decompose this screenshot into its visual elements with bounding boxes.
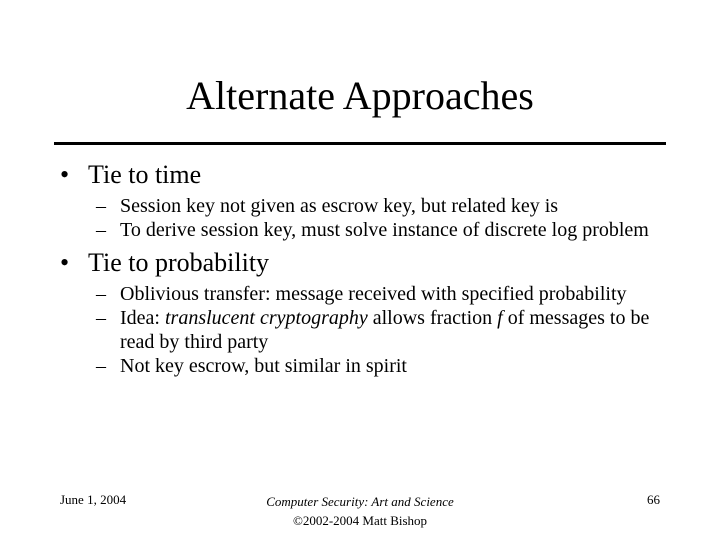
sub-bullet xyxy=(60,218,680,242)
sub-bullet-text: Session key not given as escrow key, but related key is xyxy=(120,195,559,217)
bullet-text: Tie to probability xyxy=(88,248,270,277)
footer-copyright: ©2002-2004 Matt Bishop xyxy=(292,513,428,528)
dash-icon: – xyxy=(96,195,106,217)
sub-bullet-text: To derive session key, must solve instance of discrete log problem xyxy=(120,219,649,241)
sub-bullet-middle: allows fraction xyxy=(367,307,498,329)
title-divider xyxy=(54,142,666,145)
footer-book-title: Computer Security: Art and Science xyxy=(266,494,454,509)
sub-bullet-prefix: Idea: xyxy=(120,307,165,329)
sub-bullet xyxy=(60,194,680,218)
bullet-text: Tie to time xyxy=(88,160,202,189)
bullet-tie-to-time xyxy=(60,160,680,190)
sub-bullet-text: Not key escrow, but similar in spirit xyxy=(120,355,407,377)
sub-bullet xyxy=(60,282,680,306)
dash-icon: – xyxy=(96,219,106,241)
footer-page-number: 66 xyxy=(647,492,660,507)
sub-bullet-variable: f xyxy=(497,307,503,329)
bullet-icon: • xyxy=(60,160,70,189)
dash-icon: – xyxy=(96,355,106,377)
dash-icon: – xyxy=(96,307,106,329)
sub-bullet xyxy=(60,354,680,378)
sub-bullet-emphasis: translucent cryptography xyxy=(164,307,368,329)
footer-source xyxy=(210,492,510,530)
bullet-tie-to-probability xyxy=(60,248,680,278)
footer-date: June 1, 2004 xyxy=(60,492,127,507)
bullet-icon: • xyxy=(60,248,70,277)
dash-icon: – xyxy=(96,283,106,305)
sub-bullet xyxy=(60,306,680,354)
slide-content xyxy=(60,160,680,378)
sub-bullet-text: Oblivious transfer: message received with specified probability xyxy=(120,283,627,305)
sub-bullet-suffix: of messages to be read by third party xyxy=(120,307,650,353)
slide-title: Alternate Approaches xyxy=(186,73,534,118)
